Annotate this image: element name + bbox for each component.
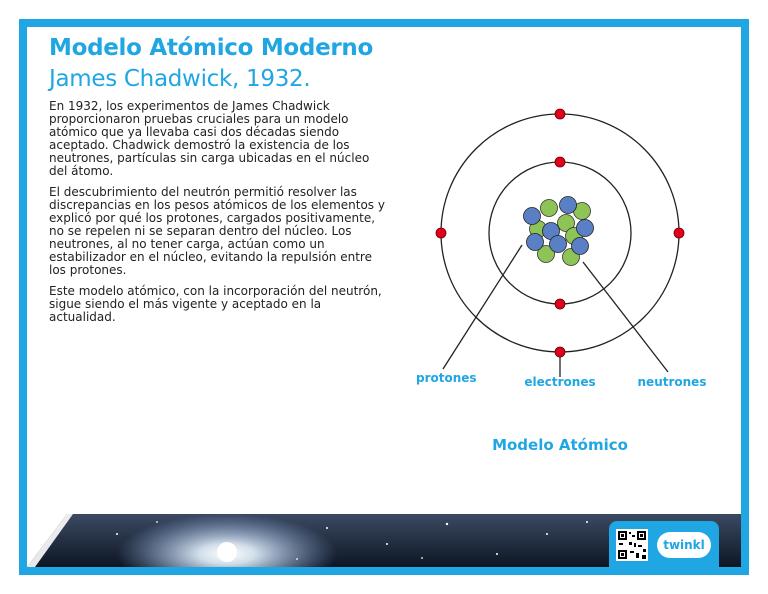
electron xyxy=(555,109,565,119)
label-neutrons: neutrones xyxy=(637,375,707,389)
paragraph-2: El descubrimiento del neutrón permitió resolver las discrepancias en los pesos atómicos de los elementos y explicó por qué los protones, cargados positivamente, no se repelen ni se separan dentro del núcleo. Los neutrones, al no tener carga, actúan como un estabilizador en el núcleo, evitando la repulsión entre los protones. xyxy=(49,185,385,277)
neutron xyxy=(550,236,567,253)
paragraph-1: En 1932, los experimentos de James Chadwick proporcionaron pruebas cruciales para un modelo atómico que ya llevaba casi dos décadas siendo aceptado. Chadwick demostró la existencia de los neutrones, partículas sin carga ubicadas en el núcleo del átomo. xyxy=(49,99,370,178)
label-electrons: electrones xyxy=(524,375,596,389)
neutron xyxy=(572,238,589,255)
electron xyxy=(555,157,565,167)
electron xyxy=(436,228,446,238)
proton xyxy=(541,200,558,217)
neutrons-pointer-line xyxy=(583,262,668,372)
qr-code-icon[interactable] xyxy=(616,529,648,561)
page-title: Modelo Atómico Moderno xyxy=(49,35,374,61)
twinkl-logo[interactable]: twinkl xyxy=(657,532,711,558)
inner-orbit xyxy=(489,162,631,304)
protons-pointer-line xyxy=(443,245,522,369)
twinkl-badge[interactable] xyxy=(609,521,719,567)
neutron xyxy=(560,197,577,214)
slide-content xyxy=(27,27,741,567)
page-frame xyxy=(19,19,749,575)
neutron xyxy=(527,234,544,251)
page-subtitle: James Chadwick, 1932. xyxy=(49,66,311,92)
electron xyxy=(674,228,684,238)
paragraph-3: Este modelo atómico, con la incorporación del neutrón, sigue siendo el más vigente y aceptado en la actualidad. xyxy=(49,284,382,324)
neutron xyxy=(577,220,594,237)
diagram-caption: Modelo Atómico xyxy=(492,436,628,454)
electron xyxy=(555,347,565,357)
electron xyxy=(555,299,565,309)
atom-diagram xyxy=(27,27,741,514)
neutron xyxy=(524,208,541,225)
label-protons: protones xyxy=(416,371,477,385)
